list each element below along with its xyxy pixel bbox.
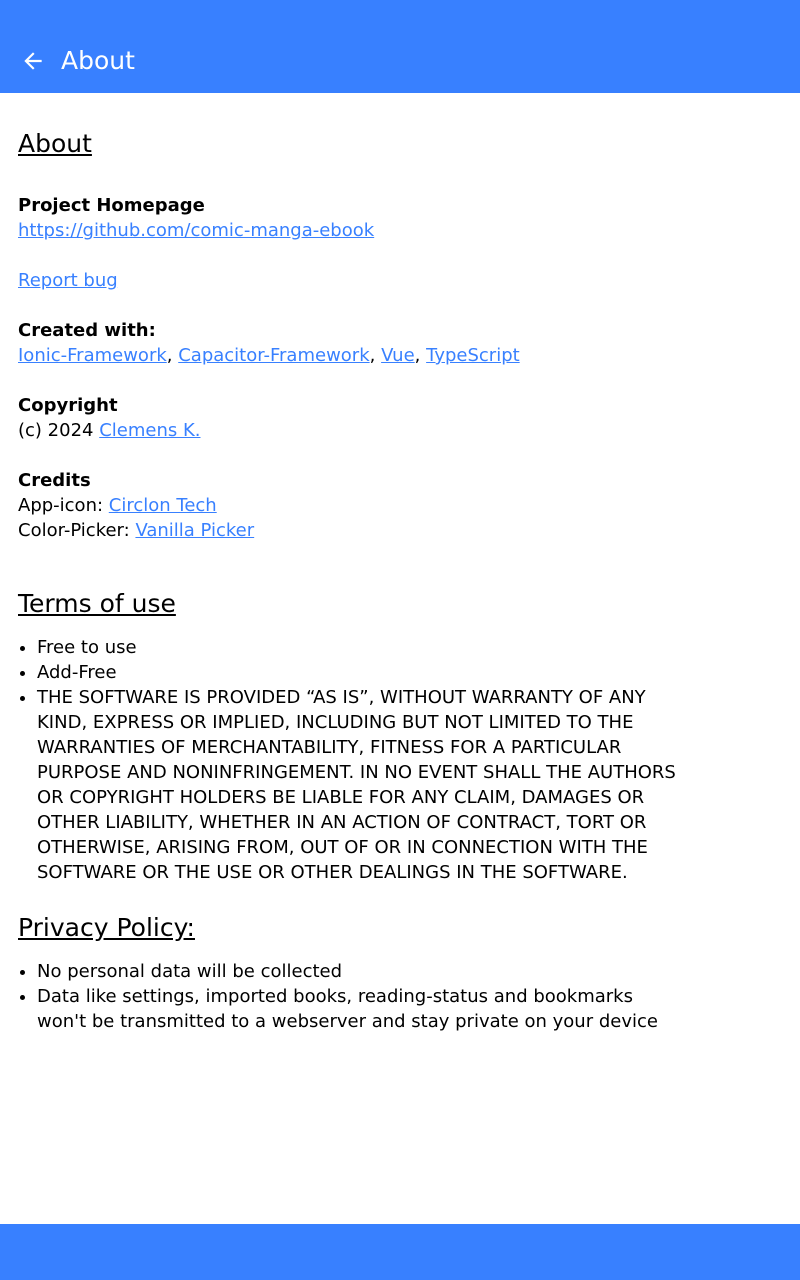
color-picker-credit-link[interactable]: Vanilla Picker bbox=[135, 520, 255, 541]
privacy-heading: Privacy Policy: bbox=[18, 913, 195, 942]
list-item: • No personal data will be collected bbox=[37, 959, 682, 984]
color-picker-label: Color-Picker: bbox=[18, 520, 130, 541]
terms-list bbox=[18, 635, 682, 885]
credits-label: Credits bbox=[18, 470, 91, 491]
page-title: About bbox=[61, 46, 135, 75]
back-button[interactable] bbox=[14, 42, 52, 80]
ionic-framework-link[interactable]: Ionic-Framework bbox=[18, 345, 167, 366]
project-homepage-label: Project Homepage bbox=[18, 195, 205, 216]
copyright-author-link[interactable]: Clemens K. bbox=[99, 420, 201, 441]
copyright-prefix: (c) 2024 bbox=[18, 420, 94, 441]
list-item: • Data like settings, imported books, reading-status and bookmarks won't be transmitted to a webserver and stay private on your device bbox=[37, 984, 682, 1034]
credits-section bbox=[18, 468, 682, 543]
privacy-list bbox=[18, 959, 682, 1034]
about-content bbox=[18, 93, 682, 1034]
created-with-section: Created with: Ionic-Framework, Capacitor-Framework, Vue, TypeScript bbox=[18, 320, 520, 366]
list-item: • Free to use bbox=[37, 635, 682, 660]
about-heading: About bbox=[18, 129, 92, 158]
app-icon-credit-link[interactable]: Circlon Tech bbox=[108, 495, 217, 516]
copyright-section bbox=[18, 393, 682, 443]
typescript-link[interactable]: TypeScript bbox=[426, 345, 520, 366]
arrow-back-icon bbox=[20, 48, 46, 74]
report-bug-link[interactable]: Report bug bbox=[18, 270, 118, 291]
report-bug-section bbox=[18, 268, 682, 293]
app-icon-label: App-icon: bbox=[18, 495, 104, 516]
capacitor-framework-link[interactable]: Capacitor-Framework bbox=[178, 345, 370, 366]
list-item: • Add-Free bbox=[37, 660, 682, 685]
terms-heading: Terms of use bbox=[18, 589, 176, 618]
created-with-label: Created with: bbox=[18, 320, 156, 341]
vue-link[interactable]: Vue bbox=[381, 345, 415, 366]
copyright-label: Copyright bbox=[18, 395, 118, 416]
list-item: • THE SOFTWARE IS PROVIDED “AS IS”, WITHOUT WARRANTY OF ANY KIND, EXPRESS OR IMPLIED, INCLUDING BUT NOT LIMITED TO THE WARRANTIES OF MERCHANTABILITY, FITNESS FOR A PARTICULAR PURPOSE AND NONINFRINGEMENT. IN NO EVENT SHALL THE AUTHORS OR COPYRIGHT HOLDERS BE LIABLE FOR ANY CLAIM, DAMAGES OR OTHER LIABILITY, WHETHER IN AN ACTION OF CONTRACT, TORT OR OTHERWISE, ARISING FROM, OUT OF OR IN CONNECTION WITH THE SOFTWARE OR THE USE OR OTHER DEALINGS IN THE SOFTWARE. bbox=[37, 685, 682, 885]
app-toolbar bbox=[0, 0, 800, 93]
bottom-bar bbox=[0, 1224, 800, 1280]
project-homepage-link[interactable]: https://github.com/comic-manga-ebook bbox=[18, 220, 375, 241]
project-homepage-section bbox=[18, 193, 682, 243]
